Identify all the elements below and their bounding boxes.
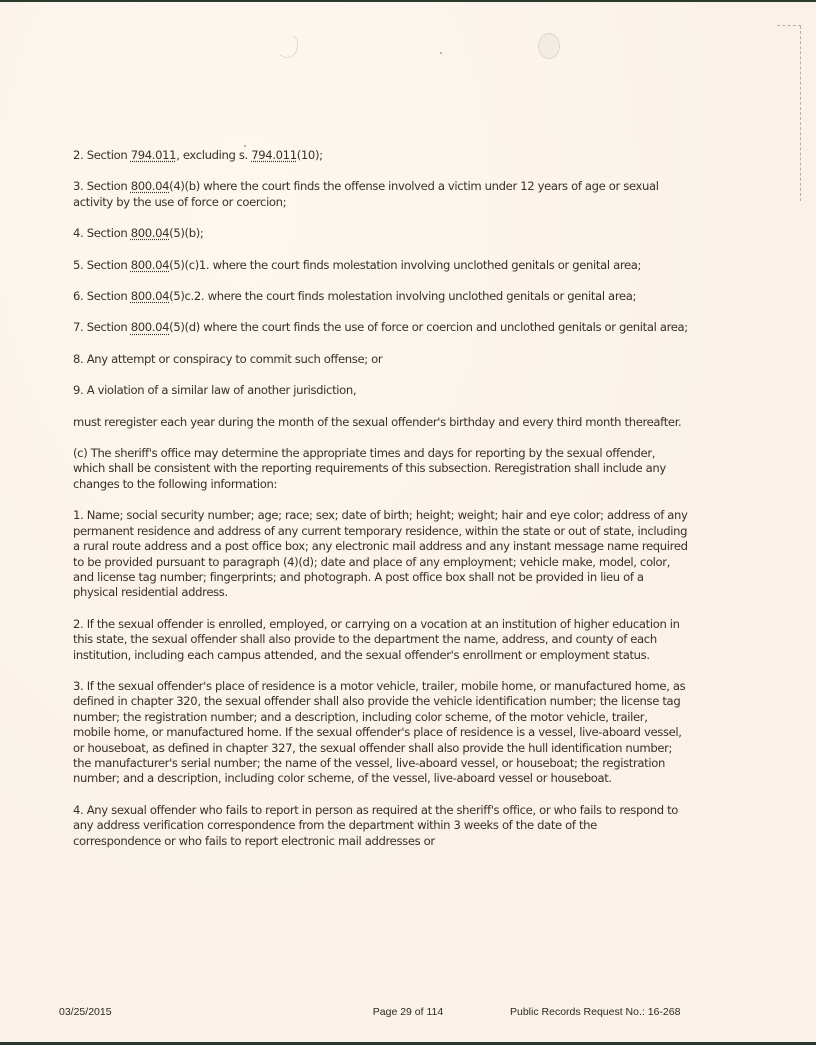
list-item xyxy=(73,383,688,398)
item-prefix: Section xyxy=(86,289,131,304)
list-item xyxy=(73,258,688,273)
list-item xyxy=(73,226,688,241)
item-text: (10); xyxy=(296,148,323,162)
item-number: 4. xyxy=(73,802,84,817)
list-item xyxy=(73,803,688,849)
item-text: (5)(c)1. where the court finds molestation involving unclothed genitals or genital area; xyxy=(169,257,642,272)
punch-hole-mark xyxy=(538,33,560,59)
item-text: Any sexual offender who fails to report in person as required at the sheriff's office, or who fails to respond to any address verification correspondence from the department within 3 weeks of the date of the correspondence or who fails to report electronic mail addresses or xyxy=(73,802,679,848)
item-number: 2. xyxy=(73,616,84,631)
item-number: 3. xyxy=(73,179,84,194)
item-prefix: Section xyxy=(86,257,131,272)
item-text: A violation of a similar law of another jurisdiction, xyxy=(86,383,357,398)
list-item xyxy=(73,617,688,663)
item-number: 5. xyxy=(73,257,84,272)
scan-artifact xyxy=(244,145,246,147)
item-text: Name; social security number; age; race; sex; date of birth; height; weight; hair and eye color; address of any permanent residence and address of any current temporary residence, within the state or out of state, including a rural route address and a post office box; any electronic mail address and any instant message name required to be provided pursuant to paragraph (4)(d); date and place of any employment; vehicle make, model, color, and license tag number; fingerprints; and photograph. A post office box shall not be provided in lieu of a physical residential address. xyxy=(73,508,688,600)
item-text: (4)(b) where the court finds the offense involved a victim under 12 years of age or sexual activity by the use of force or coercion; xyxy=(73,179,659,209)
item-number: 4. xyxy=(73,226,84,241)
item-number: 7. xyxy=(73,320,84,335)
list-item xyxy=(73,508,688,600)
subsection-c-paragraph: (c) The sheriff's office may determine the appropriate times and days for reporting by the sexual offender, which shall be consistent with the reporting requirements of this subsection. Reregistration shall include any changes to the following information: xyxy=(73,446,666,491)
list-item xyxy=(73,679,688,787)
item-text: Any attempt or conspiracy to commit such offense; or xyxy=(86,351,383,366)
statute-link[interactable]: 800.04 xyxy=(130,226,170,241)
item-text: If the sexual offender is enrolled, employed, or carrying on a vocation at an institution of higher education in this state, the sexual offender shall also provide to the department the name, address, and county of each institution, including each campus attended, and the sexual offender's enrollment or employment status. xyxy=(73,616,680,662)
item-text: If the sexual offender's place of residence is a motor vehicle, trailer, mobile home, or manufactured home, as defined in chapter 320, the sexual offender shall also provide the vehicle identification number; the license tag number; the registration number; and a description, including color scheme, of the motor vehicle, trailer, mobile home, or manufactured home. If the sexual offender's place of residence is a vessel, live-aboard vessel, or houseboat, as defined in chapter 327, the sexual offender shall also provide the hull identification number; the manufacturer's serial number; the name of the vessel, live-aboard vessel, or houseboat; the registration number; and a description, including color scheme, of the vessel, live-aboard vessel or houseboat. xyxy=(73,678,686,786)
item-prefix: Section xyxy=(86,148,131,162)
list-item xyxy=(73,320,688,335)
item-number: 2. xyxy=(73,148,84,162)
item-prefix: Section xyxy=(86,320,131,335)
item-number: 3. xyxy=(73,678,84,693)
list-item xyxy=(73,148,688,163)
item-number: 9. xyxy=(73,383,84,398)
statute-link[interactable]: 794.011 xyxy=(251,148,297,162)
statute-link[interactable]: 800.04 xyxy=(130,289,170,304)
list-item xyxy=(73,352,688,367)
item-text: (5)c.2. where the court finds molestation involving unclothed genitals or genital area; xyxy=(169,289,637,304)
statute-link[interactable]: 800.04 xyxy=(130,257,170,272)
list-item xyxy=(73,289,688,304)
list-item xyxy=(73,179,688,210)
scan-artifact xyxy=(440,52,442,54)
statute-link[interactable]: 794.011 xyxy=(130,148,177,162)
statute-link[interactable]: 800.04 xyxy=(130,320,170,335)
footer-request-number: Public Records Request No.: 16-268 xyxy=(510,1006,681,1018)
reregister-paragraph: must reregister each year during the month of the sexual offender's birthday and every third month thereafter. xyxy=(73,414,682,429)
scan-edge-mark xyxy=(777,25,801,27)
scan-edge-mark xyxy=(800,26,802,201)
item-text: , excluding s. xyxy=(176,148,252,162)
punch-hole-mark xyxy=(276,32,298,58)
item-text: (5)(d) where the court finds the use of force or coercion and unclothed genitals or genital area; xyxy=(169,320,688,335)
item-number: 8. xyxy=(73,351,84,366)
item-number: 6. xyxy=(73,289,84,304)
item-prefix: Section xyxy=(86,179,131,194)
footer-page-number: Page 29 of 114 xyxy=(372,1006,444,1018)
item-text: (5)(b); xyxy=(169,226,204,241)
document-body xyxy=(73,148,688,865)
item-prefix: Section xyxy=(86,226,131,241)
document-page xyxy=(0,2,816,1042)
footer-date: 03/25/2015 xyxy=(59,1006,112,1018)
item-number: 1. xyxy=(73,508,84,523)
statute-link[interactable]: 800.04 xyxy=(130,179,170,194)
